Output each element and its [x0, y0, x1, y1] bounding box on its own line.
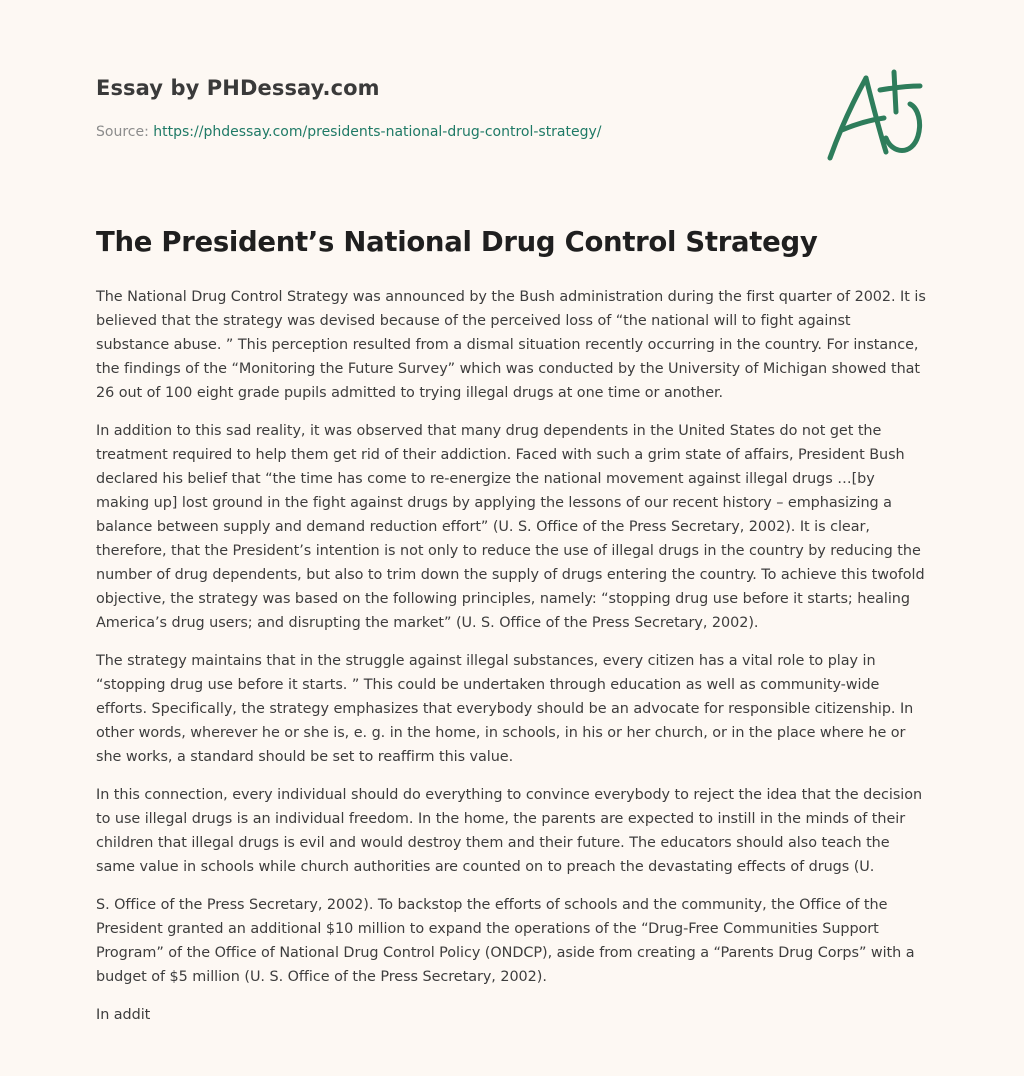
- a-plus-grade-icon: [822, 68, 926, 164]
- logo-a-left-stroke: [830, 78, 866, 158]
- essay-paragraph-truncated: In addit: [96, 1007, 151, 1023]
- logo-swoosh: [886, 104, 920, 151]
- essay-title: The President’s National Drug Control Strategy: [96, 226, 818, 258]
- essay-paragraph: The National Drug Control Strategy was announced by the Bush administration during the first quarter of 2002. It is believed that the strategy was devised because of the perceived loss of “the national will to fight against substance abuse. ” This perception resulted from a dismal situation recently occurring in the country. For instance, the findings of the “Monitoring the Future Survey” which was conducted by the University of Michigan showed that 26 out of 100 eight grade pupils admitted to trying illegal drugs at one time or another.: [96, 289, 926, 401]
- essay-body: [96, 285, 926, 1041]
- source-line: [96, 124, 602, 140]
- source-label: Source:: [96, 124, 154, 140]
- logo-plus-vertical: [894, 72, 896, 112]
- essay-paragraph: In addition to this sad reality, it was observed that many drug dependents in the United States do not get the treatment required to help them get rid of their addiction. Faced with such a grim state of affairs, President Bush declared his belief that “the time has come to re-energize the national movement against illegal drugs …[by making up] lost ground in the fight against drugs by applying the lessons of our recent history – emphasizing a balance between supply and demand reduction effort” (U. S. Office of the Press Secretary, 2002). It is clear, therefore, that the President’s intention is not only to reduce the use of illegal drugs in the country by reducing the number of drug dependents, but also to trim down the supply of drugs entering the country. To achieve this twofold objective, the strategy was based on the following principles, namely: “stopping drug use before it starts; healing America’s drug users; and disrupting the market” (U. S. Office of the Press Secretary, 2002).: [96, 423, 925, 631]
- essay-paragraph: In this connection, every individual should do everything to convince everybody to reject the idea that the decision to use illegal drugs is an individual freedom. In the home, the parents are expected to instill in the minds of their children that illegal drugs is evil and would destroy them and their future. The educators should also teach the same value in schools while church authorities are counted on to preach the devastating effects of drugs (U.: [96, 787, 923, 875]
- source-link[interactable]: https://phdessay.com/presidents-national-drug-control-strategy/: [153, 124, 602, 140]
- logo-plus-horizontal: [880, 86, 920, 90]
- essay-paragraph: S. Office of the Press Secretary, 2002). To backstop the efforts of schools and the community, the Office of the President granted an additional $10 million to expand the operations of the “Drug-Free Communities Support Program” of the Office of National Drug Control Policy (ONDCP), aside from creating a “Parents Drug Corps” with a budget of $5 million (U. S. Office of the Press Secretary, 2002).: [96, 897, 915, 985]
- site-title: Essay by PHDessay.com: [96, 76, 380, 100]
- essay-paragraph: The strategy maintains that in the struggle against illegal substances, every citizen has a vital role to play in “stopping drug use before it starts. ” This could be undertaken through education as well as community-wide efforts. Specifically, the strategy emphasizes that everybody should be an advocate for responsible citizenship. In other words, wherever he or she is, e. g. in the home, in schools, in his or her church, or in the place where he or she works, a standard should be set to reaffirm this value.: [96, 653, 914, 765]
